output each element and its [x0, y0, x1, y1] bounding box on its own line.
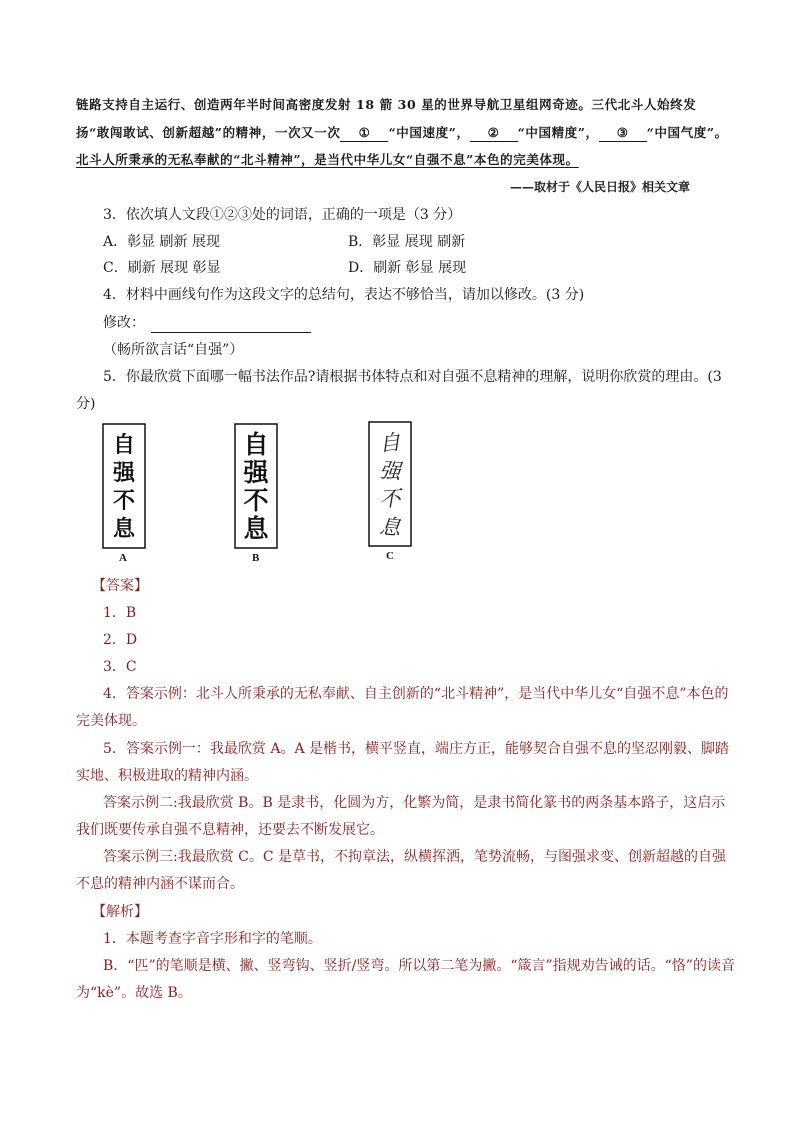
- q4-answer-line: [151, 318, 311, 333]
- calligraphy-label-a: A: [119, 552, 127, 564]
- calligraphy-label-b: B: [252, 552, 260, 564]
- answer-5-example-3-line-1: 答案示例三:我最欣赏 C。C 是草书，不拘章法，纵横挥洒，笔势流畅，与图强求变、创新超越的自强: [103, 849, 727, 865]
- calligraphy-c-char-3: 不: [378, 486, 402, 512]
- answer-2: 2．D: [103, 632, 138, 648]
- section-note: （畅所欲言话“自强”）: [103, 342, 244, 358]
- q4-fill-label: 修改：: [103, 315, 145, 331]
- answer-5-line-2: 实地、积极进取的精神内涵。: [76, 768, 258, 784]
- calligraphy-a-char-4: 息: [112, 517, 136, 542]
- q5-stem-line-2: 分): [76, 396, 96, 412]
- answer-5-example-2-line-2: 我们既要传承自强不息精神，还要去不断发展它。: [76, 822, 384, 838]
- q4-stem: 4．材料中画线句作为这段文字的总结句，表达不够恰当，请加以修改。(3 分): [103, 287, 585, 303]
- answer-heading: 【答案】: [92, 578, 148, 594]
- calligraphy-c-char-1: 自: [378, 429, 402, 457]
- answer-4-line-1: 4．答案示例：北斗人所秉承的无私奉献、自主创新的“北斗精神”，是当代中华儿女“自强不息”本色的: [103, 686, 729, 702]
- q3-option-c: C．刷新 展现 彰显: [103, 260, 221, 276]
- calligraphy-b-char-3: 不: [243, 486, 269, 515]
- passage-line-2-mid-2: “中国精度”，: [517, 125, 599, 140]
- calligraphy-panel-a: [100, 422, 148, 550]
- calligraphy-b-char-4: 息: [243, 514, 269, 543]
- analysis-paragraph-1: 1．本题考查字音字形和字的笔顺。: [103, 931, 322, 947]
- q3-option-d: D．刷新 彰显 展现: [348, 260, 467, 276]
- analysis-paragraph-2-line-2: 为“kè”。故选 B。: [76, 985, 192, 1001]
- analysis-paragraph-2-line-1: B．“匹”的笔顺是横、撇、竖弯钩、竖折/竖弯。所以第二笔为撇。“箴言”指规劝告诫的话。“恪”的读音: [103, 958, 735, 974]
- calligraphy-panel-c: [366, 420, 414, 548]
- calligraphy-a-char-1: 自: [112, 433, 136, 458]
- q3-option-a: A．彰显 刷新 展现: [103, 234, 221, 250]
- passage-line-1: 链路支持自主运行、创造两年半时间高密度发射 18 箭 30 星的世界导航卫星组网奇迹。三代北斗人始终发: [76, 97, 697, 112]
- answer-1: 1．B: [103, 605, 137, 621]
- answer-3: 3．C: [103, 659, 137, 675]
- calligraphy-c-char-4: 息: [378, 513, 402, 541]
- passage-line-2-start: 扬“敢闯敢试、创新超越”的精神，一次又一次: [76, 125, 341, 140]
- calligraphy-panel-b: [232, 422, 280, 550]
- blank-1: ①: [340, 125, 388, 142]
- calligraphy-b-char-1: 自: [243, 430, 269, 459]
- q3-option-b: B．彰显 展现 刷新: [348, 234, 466, 250]
- analysis-heading: 【解析】: [92, 904, 148, 920]
- answer-5-example-2-line-1: 答案示例二:我最欣赏 B。B 是隶书，化圆为方，化繁为简，是隶书简化篆书的两条基本路子，这启示: [103, 795, 726, 811]
- q3-stem: 3．依次填人文段①②③处的词语，正确的一项是（3 分）: [103, 207, 462, 223]
- answer-5-example-3-line-2: 不息的精神内涵不谋而合。: [76, 876, 244, 892]
- calligraphy-a-char-2: 强: [112, 461, 136, 486]
- calligraphy-a-char-3: 不: [112, 489, 136, 514]
- q4-fill: [103, 313, 311, 333]
- answer-4-line-2: 完美体现。: [76, 713, 146, 729]
- passage-line-2: [76, 123, 728, 143]
- calligraphy-b-char-2: 强: [243, 458, 269, 487]
- blank-3: ③: [599, 125, 647, 142]
- blank-2: ②: [470, 125, 518, 142]
- calligraphy-c-char-2: 强: [378, 458, 402, 484]
- passage-source: ——取材于《人民日报》相关文章: [510, 180, 691, 194]
- passage-line-2-mid-1: “中国速度”，: [388, 125, 470, 140]
- answer-5-line-1: 5．答案示例一：我最欣赏 A。A 是楷书，横平竖直，端庄方正，能够契合自强不息的坚忍刚毅、脚踏: [103, 741, 730, 757]
- underlined-summary-sentence: 北斗人所秉承的无私奉献的“北斗精神”，是当代中华儿女“自强不息”本色的完美体现。: [76, 152, 579, 167]
- calligraphy-label-c: C: [386, 550, 394, 562]
- q5-stem-line-1: 5．你最欣赏下面哪一幅书法作品?请根据书体特点和对自强不息精神的理解，说明你欣赏的理由。(3: [103, 369, 722, 385]
- passage-line-2-end: “中国气度”。: [646, 125, 728, 140]
